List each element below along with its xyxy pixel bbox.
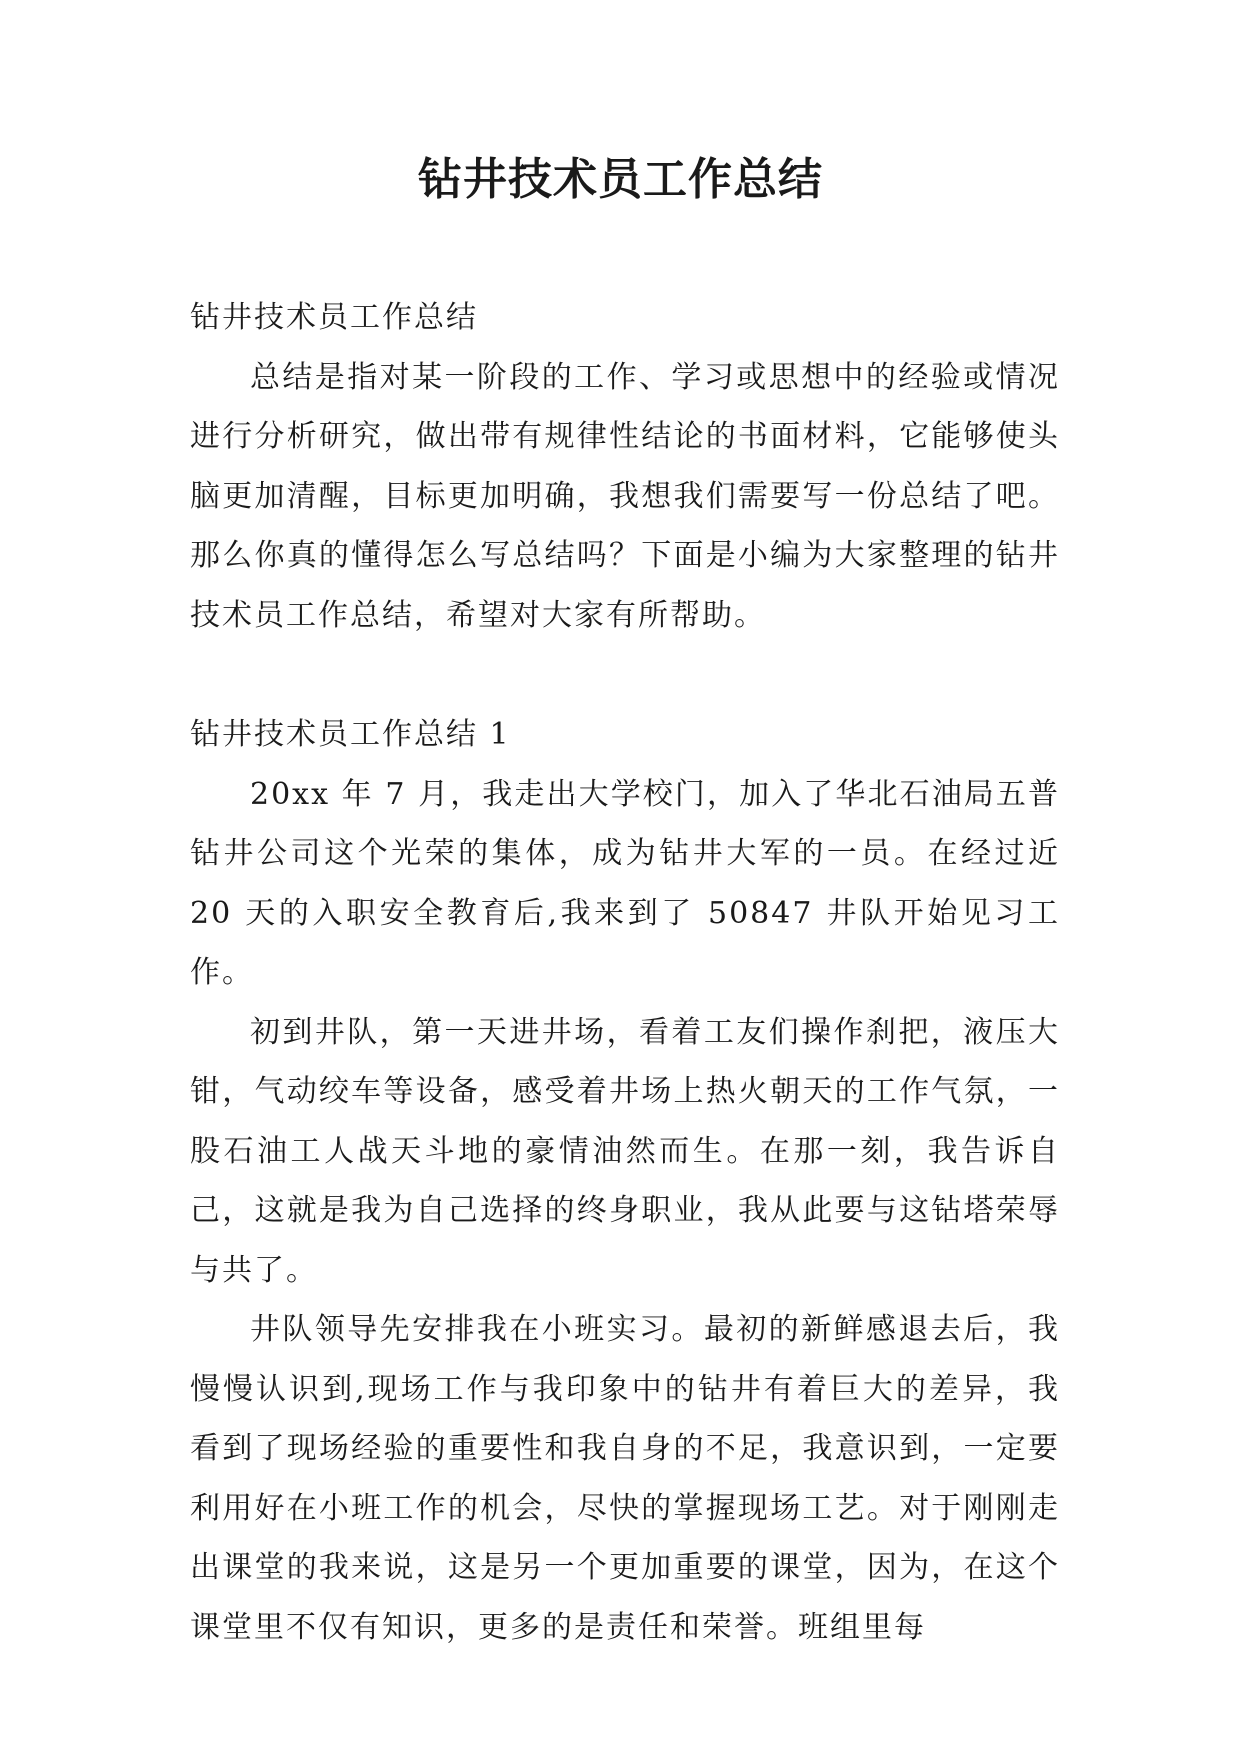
section-1-paragraph-2: 初到井队，第一天进井场，看着工友们操作刹把，液压大钳，气动绞车等设备，感受着井场上热火朝天的工作气氛，一股石油工人战天斗地的豪情油然而生。在那一刻，我告诉自己，这就是我为自己选择的终身职业，我从此要与这钻塔荣辱与共了。 xyxy=(190,1014,1060,1288)
section-1-heading: 钻井技术员工作总结 1 xyxy=(190,717,511,752)
intro-paragraph: 总结是指对某一阶段的工作、学习或思想中的经验或情况进行分析研究，做出带有规律性结论的书面材料，它能够使头脑更加清醒，目标更加明确，我想我们需要写一份总结了吧。那么你真的懂得怎么写总结吗？下面是小编为大家整理的钻井技术员工作总结，希望对大家有所帮助。 xyxy=(190,359,1060,633)
section-1-paragraph-3: 井队领导先安排我在小班实习。最初的新鲜感退去后，我慢慢认识到,现场工作与我印象中的钻井有着巨大的差异，我看到了现场经验的重要性和我自身的不足，我意识到，一定要利用好在小班工作的机会，尽快的掌握现场工艺。对于刚刚走出课堂的我来说，这是另一个更加重要的课堂，因为，在这个课堂里不仅有知识，更多的是责任和荣誉。班组里每 xyxy=(190,1312,1060,1645)
section-1-paragraph-1: 20xx 年 7 月，我走出大学校门，加入了华北石油局五普钻井公司这个光荣的集体，成为钻井大军的一员。在经过近 20 天的入职安全教育后,我来到了 50847 井队开始见习工作。 xyxy=(190,776,1060,990)
document-body xyxy=(190,288,1060,1657)
document-title: 钻井技术员工作总结 xyxy=(418,154,823,205)
intro-heading: 钻井技术员工作总结 xyxy=(190,300,478,335)
section-spacer xyxy=(190,645,1060,705)
